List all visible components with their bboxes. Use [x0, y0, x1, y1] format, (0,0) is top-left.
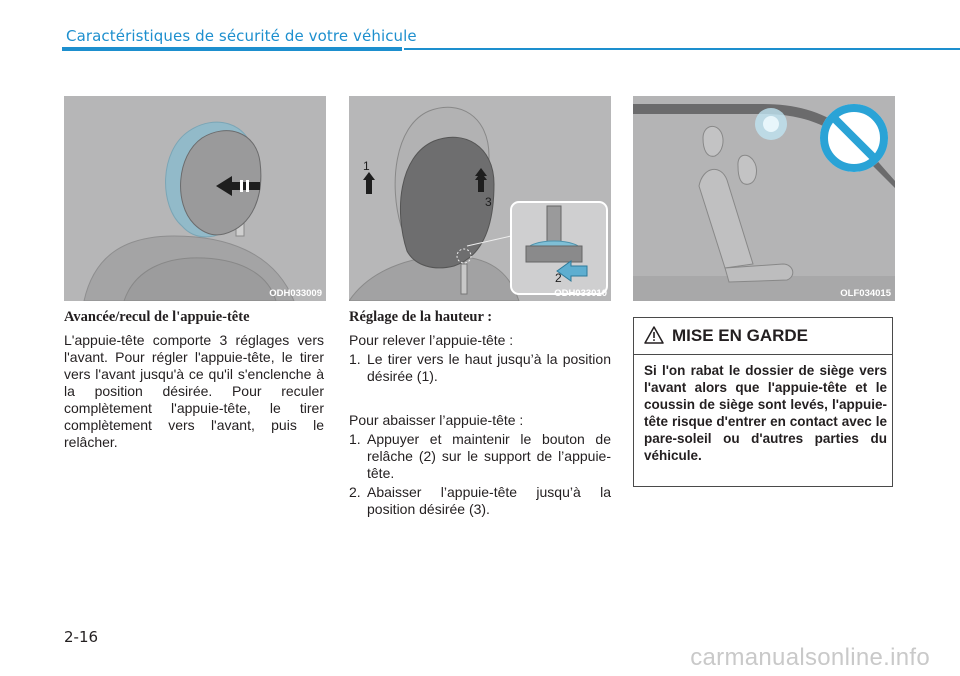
warning-header: [634, 318, 892, 355]
step-text: Le tirer vers le haut jusqu’à la position désirée (1).: [367, 351, 611, 384]
raise-steps-list: [349, 351, 611, 387]
header-rule-thick: [62, 47, 402, 51]
step-number: 2.: [349, 484, 361, 500]
image-code: OLF034015: [840, 288, 891, 299]
forward-adjust-paragraph: L'appuie-tête comporte 3 réglages vers l'avant. Pour régler l'appuie-tête, le tirer vers l'avant jusqu'à ce qu'il s'enclenche à la position désirée. Pour reculer complètement l'appuie-tête, le tirer complètement vers l'avant, puis le relâcher.: [64, 332, 324, 450]
warning-box: [633, 317, 893, 487]
callout-1: 1: [363, 159, 370, 173]
image-code: ODH033010: [554, 288, 607, 299]
callout-2: 2: [555, 271, 562, 285]
list-item: [349, 351, 611, 385]
header-rule-thin: [404, 48, 960, 50]
section-header-title: Caractéristiques de sécurité de votre véhicule: [66, 27, 417, 45]
watermark: carmanualsonline.info: [690, 644, 930, 671]
section-heading-forward: Avancée/recul de l'appuie-tête: [64, 309, 250, 325]
prohibited-seat-image: [633, 96, 895, 301]
warning-title: MISE EN GARDE: [672, 326, 809, 345]
headrest-forward-adjust-illustration: [64, 96, 326, 301]
warning-text: Si l'on rabat le dossier de siège vers l'avant alors que l'appuie-tête et le coussin de siège sont levés, l'appuie-tête risque d'entrer en contact avec le pare-soleil ou d'autres parties du véhicule.: [644, 363, 887, 463]
page-number: 2-16: [64, 628, 99, 646]
raise-intro: Pour relever l’appuie-tête :: [349, 332, 514, 348]
warning-triangle-icon: [644, 326, 664, 344]
callout-3: 3: [485, 195, 492, 209]
headrest-height-image: [349, 96, 611, 301]
list-item: [349, 431, 611, 482]
step-number: 1.: [349, 431, 361, 447]
step-text: Abaisser l’appuie-tête jusqu’à la position désirée (3).: [367, 484, 611, 517]
lower-steps-list: [349, 431, 611, 520]
section-heading-height: Réglage de la hauteur :: [349, 309, 493, 325]
list-item: [349, 484, 611, 518]
step-text: Appuyer et maintenir le bouton de relâche (2) sur le support de l’appuie-tête.: [367, 431, 611, 481]
headrest-height-adjust-illustration: [349, 96, 611, 301]
step-number: 1.: [349, 351, 361, 367]
lower-intro: Pour abaisser l’appuie-tête :: [349, 412, 524, 428]
image-code: ODH033009: [269, 288, 322, 299]
prohibited-reclined-seat-illustration: [633, 96, 895, 301]
headrest-forward-image: [64, 96, 326, 301]
